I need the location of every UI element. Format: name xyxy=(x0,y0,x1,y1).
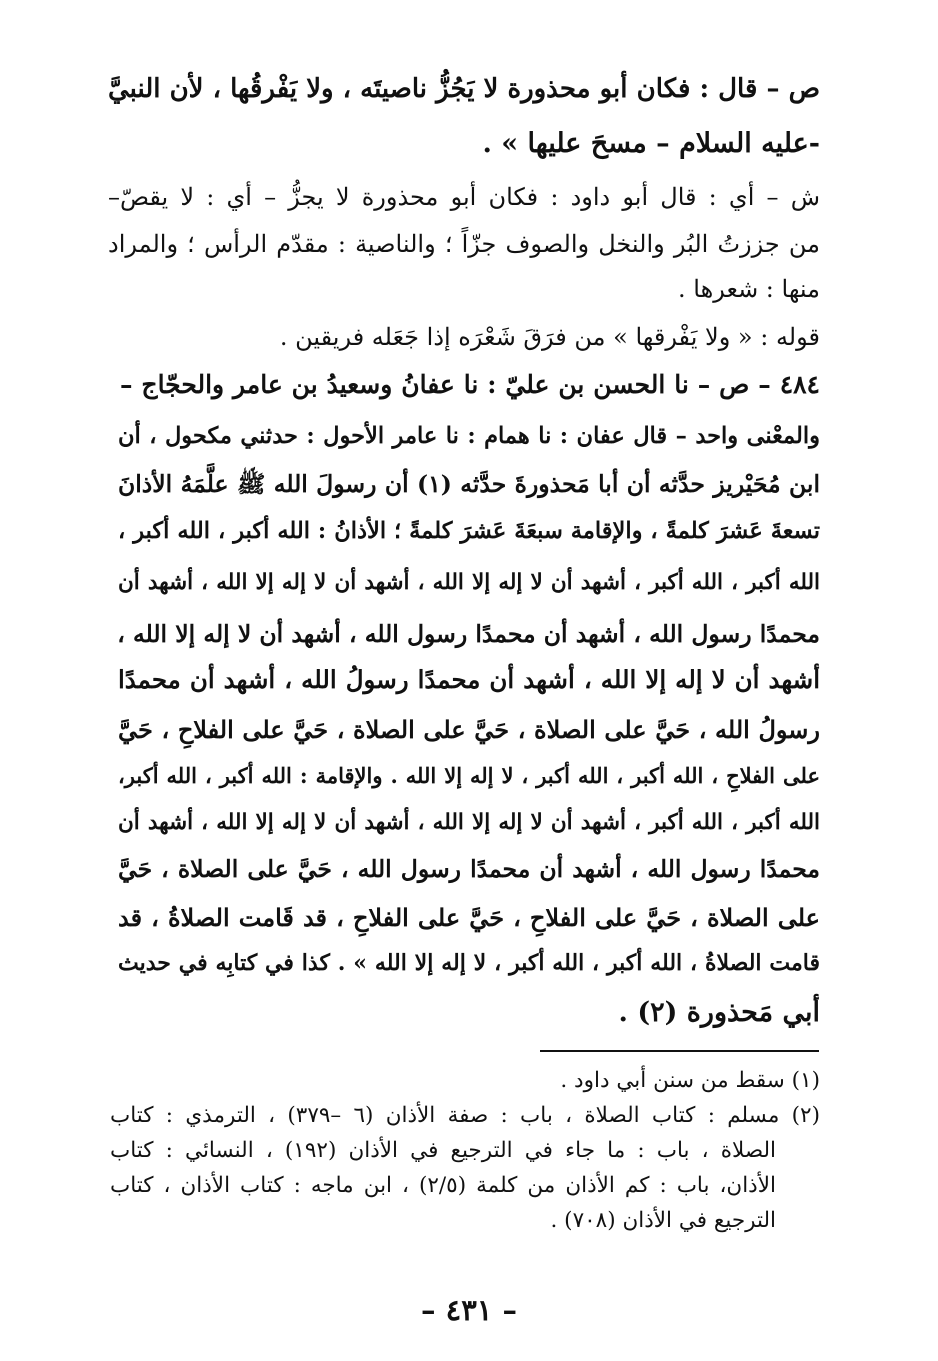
hadith-line: الله أكبر ، الله أكبر ، أشهد أن لا إله إلا الله ، أشهد أن لا إله إلا الله ، أشهد أن xyxy=(118,810,820,835)
footnote-line: الصلاة ، باب : ما جاء في الترجيع في الأذان (١٩٢) ، النسائي : كتاب xyxy=(110,1138,776,1163)
hadith-line: أشهد أن لا إله إلا الله ، أشهد أن محمدًا رسولُ الله ، أشهد أن محمدًا xyxy=(118,665,820,694)
hadith-line: والمعْنى واحد – قال عفان : نا همام : نا عامر الأحول : حدثني مكحول ، أن xyxy=(118,423,820,449)
footnote-separator xyxy=(540,1050,819,1052)
qawluhu-line: قوله : « ولا يَفْرقها » من فرَقَ شَعْرَه إذا جَعَله فريقين . xyxy=(279,323,820,351)
hadith-line: قامت الصلاةُ ، الله أكبر ، الله أكبر ، لا إله إلا الله » . كذا في كتابِه في حديث xyxy=(118,950,820,976)
sharh-line: ش – أي : قال أبو داود : فكان أبو محذورة لا يجزُّ – أي : لا يقصّ– xyxy=(108,183,820,211)
matn-line: ص – قال : فكان أبو محذورة لا يَجُزُّ ناصيتَه ، ولا يَفْرقُها ، لأن النبيَّ xyxy=(108,74,820,104)
hadith-line: محمدًا رسول الله ، أشهد أن محمدًا رسول الله ، أشهد أن لا إله إلا الله ، xyxy=(117,620,820,648)
footnote-line: (١) سقط من سنن أبي داود . xyxy=(560,1068,820,1093)
hadith-line: محمدًا رسول الله ، أشهد أن محمدًا رسول الله ، حَيَّ على الصلاة ، حَيَّ xyxy=(118,855,820,883)
hadith-line: ٤٨٤ – ص – نا الحسن بن عليّ : نا عفانُ وسعيدُ بن عامر والحجّاج – xyxy=(120,370,820,399)
footnote-line: (٢) مسلم : كتاب الصلاة ، باب : صفة الأذان (٦ –٣٧٩) ، الترمذي : كتاب xyxy=(110,1103,820,1128)
hadith-line: على الفلاحِ ، الله أكبر ، الله أكبر ، لا إله إلا الله . والإقامة : الله أكبر ، الله أكبر، xyxy=(118,763,820,788)
sharh-line: من جززتُ البُر والنخل والصوف جزّاً ؛ والناصية : مقدّم الرأس ؛ والمراد xyxy=(108,230,820,258)
hadith-line: رسولُ الله ، حَيَّ على الصلاة ، حَيَّ على الصلاة ، حَيَّ على الفلاحِ ، حَيَّ xyxy=(118,715,820,744)
hadith-line: على الصلاة ، حَيَّ على الفلاحِ ، حَيَّ على الفلاحِ ، قد قَامت الصلاةُ ، قد xyxy=(118,903,820,932)
footnote-line: الأذان، باب : كم الأذان من كلمة (٢/٥) ، ابن ماجه : كتاب الأذان ، كتاب xyxy=(110,1173,776,1198)
hadith-line: أبي مَحذورة (٢) . xyxy=(618,997,820,1028)
sharh-line: منها : شعرها . xyxy=(678,275,820,303)
matn-line: -عليه السلام – مسحَ عليها » . xyxy=(482,128,820,159)
hadith-line: الله أكبر ، الله أكبر ، أشهد أن لا إله إلا الله ، أشهد أن لا إله إلا الله ، أشهد أن xyxy=(118,570,820,595)
footnote-line: الترجيع في الأذان (٧٠٨) . xyxy=(550,1208,776,1233)
hadith-line: ابن مُحَيْريز حدَّثه أن أبا مَحذورةَ حدَّثه (١) أن رسولَ الله ﷺ علَّمَهُ الأذانَ xyxy=(118,470,820,498)
hadith-line: تسعةَ عَشرَ كلمةً ، والإقامة سبعَةَ عَشرَ كلمةً ؛ الأذانُ : الله أكبر ، الله أكبر ، xyxy=(118,518,820,544)
page-number: – ٤٣١ – xyxy=(421,1293,517,1327)
